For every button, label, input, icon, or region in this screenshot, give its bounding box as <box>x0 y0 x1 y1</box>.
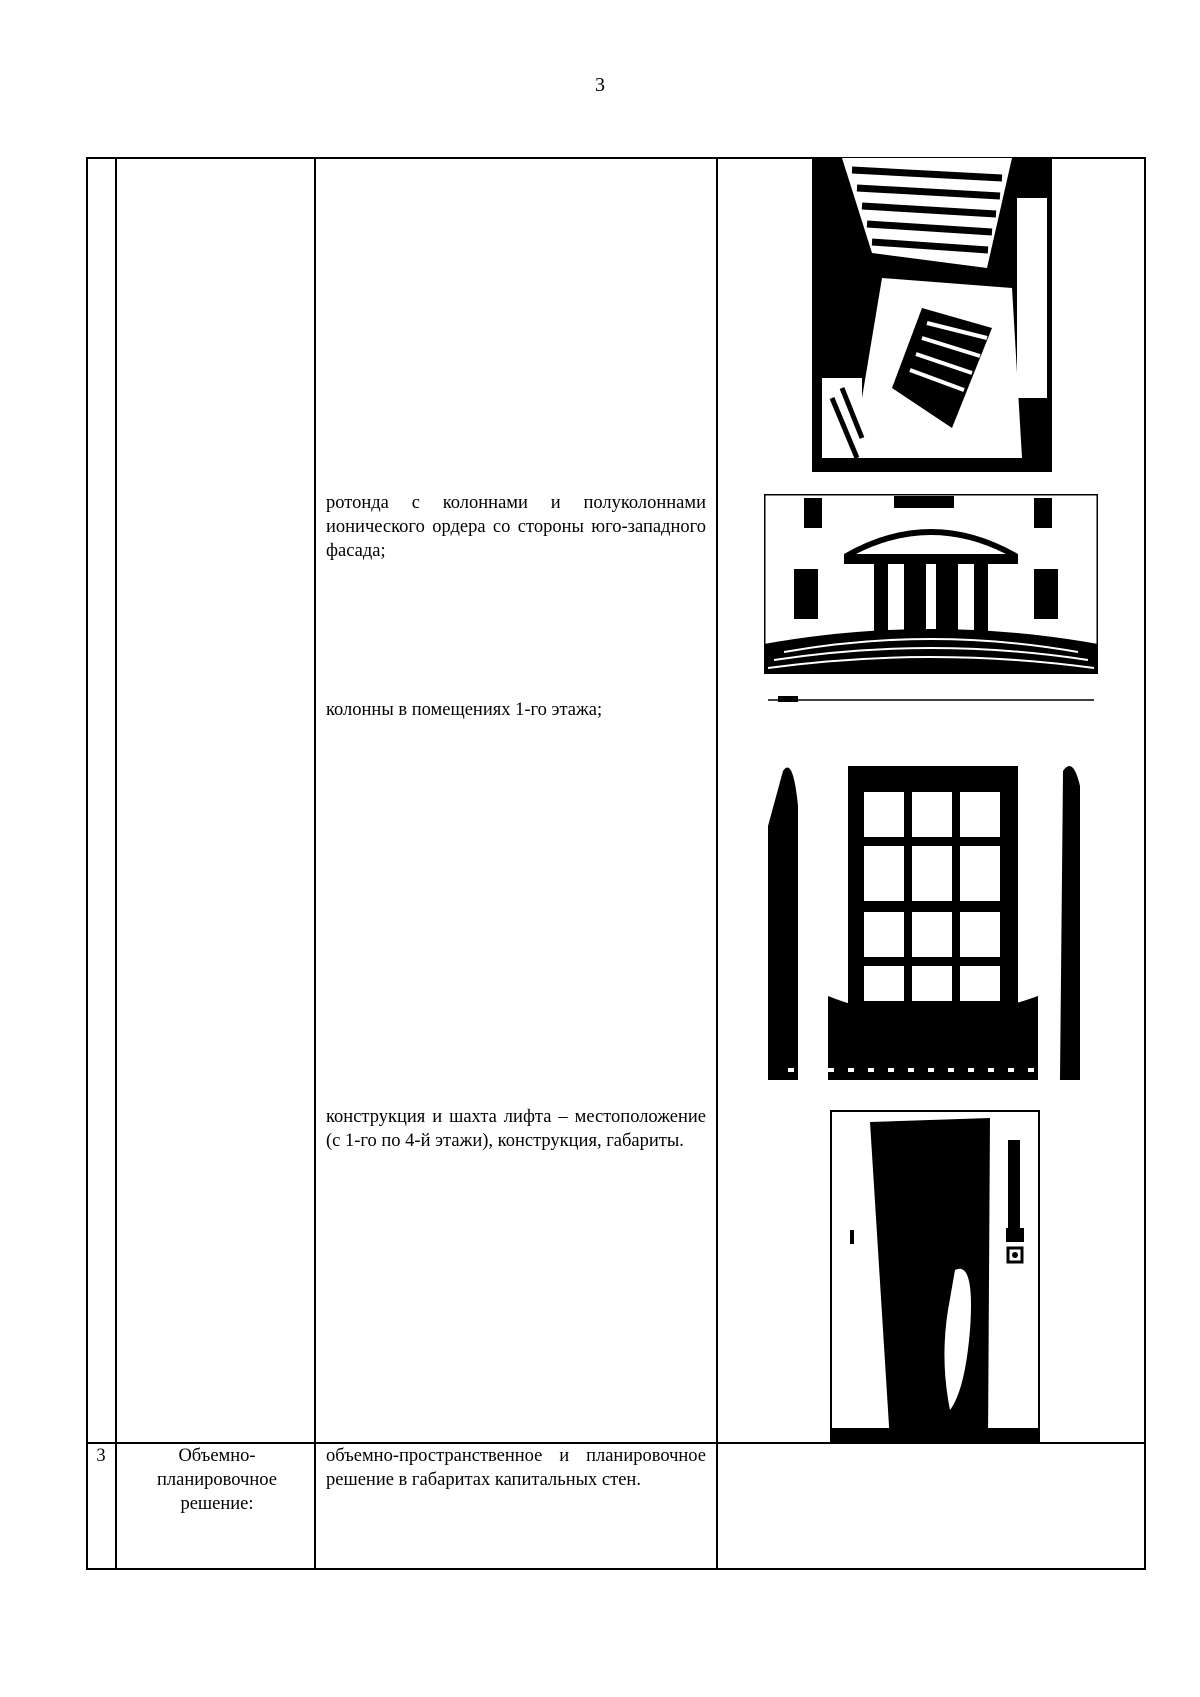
list-item <box>326 698 706 722</box>
row-number: 3 <box>96 1446 106 1466</box>
row-name: Объемно-планировочное решение: <box>157 1446 277 1514</box>
staircase-photo <box>812 158 1052 472</box>
rotunda-facade-photo <box>764 494 1098 674</box>
column-divider <box>314 157 316 1570</box>
page-number: 3 <box>595 74 605 96</box>
list-item <box>326 491 706 563</box>
columns-interior-photo <box>768 696 1094 1080</box>
column-divider <box>716 157 718 1570</box>
list-item-text: конструкция и шахта лифта – местоположение (с 1-го по 4-й этажи), конструкция, габариты. <box>326 1107 706 1151</box>
list-item-text: ротонда с колоннами и полуколоннами ионического ордера со стороны юго-западного фасада; <box>326 493 706 561</box>
table-bottom-border <box>86 1568 1146 1570</box>
row-description: объемно-пространственное и планировочное решение в габаритах капитальных стен. <box>326 1446 706 1490</box>
list-item-text: колонны в помещениях 1-го этажа; <box>326 700 603 720</box>
elevator-shaft-photo <box>830 1110 1040 1442</box>
column-divider <box>115 157 117 1570</box>
table-left-border <box>86 157 88 1570</box>
list-item <box>326 1105 706 1153</box>
table-right-border <box>1144 157 1146 1570</box>
